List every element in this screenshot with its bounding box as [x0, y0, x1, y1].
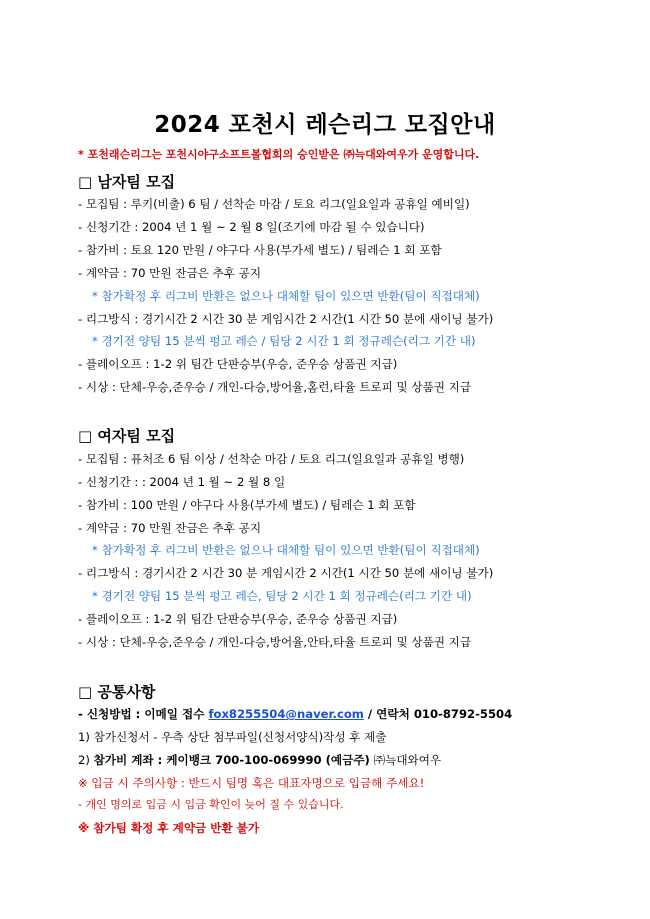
men-league-format: - 리그방식 : 경기시간 2 시간 30 분 게임시간 2 시간(1 시간 50 분에 새이닝 불가): [78, 312, 494, 326]
women-league-format: - 리그방식 : 경기시간 2 시간 30 분 게임시간 2 시간(1 시간 50 분에 새이닝 불가): [78, 566, 494, 580]
women-fee: - 참가비 : 100 만원 / 야구다 사용(부가세 별도) / 팀레슨 1 회 포함: [78, 498, 416, 512]
men-lesson-note: * 경기전 양팀 15 분씩 펑고 레슨 / 팀당 2 시간 1 회 정규레슨(리그 기간 내): [92, 334, 476, 348]
men-awards: - 시상 : 단체-우승,준우승 / 개인-다승,방어율,홈런,타율 트로피 및 상품권 지급: [78, 380, 472, 394]
no-refund-warning: ※ 참가팀 확정 후 계약금 반환 불가: [78, 821, 260, 835]
common-section-heading: □ 공통사항: [78, 683, 156, 701]
women-playoff: - 플레이오프 : 1-2 위 팀간 단판승부(우승, 준우승 상품권 지급): [78, 612, 398, 626]
men-section-heading: □ 남자팀 모집: [78, 173, 176, 191]
apply-method-label: - 신청방법 : 이메일 접수: [78, 707, 209, 721]
men-period: - 신청기간 : 2004 년 1 월 ~ 2 월 8 일(조기에 마감 될 수 있습니다): [78, 220, 425, 234]
men-refund-note: * 참가확정 후 리그비 반환은 없으나 대체할 팀이 있으면 반환(팀이 직접대체): [92, 289, 480, 303]
apply-step-1: 1) 참가신청서 - 우측 상단 첨부파일(신청서양식)작성 후 제출: [78, 730, 387, 744]
apply-method: [78, 707, 512, 721]
men-deposit: - 계약금 : 70 만원 잔금은 추후 공지: [78, 266, 262, 280]
women-section-heading: □ 여자팀 모집: [78, 427, 176, 445]
women-deposit: - 계약금 : 70 만원 잔금은 추후 공지: [78, 521, 262, 535]
men-teams: - 모집팀 : 루키(비출) 6 팀 / 선착순 마감 / 토요 리그(일요일과 공휴일 예비일): [78, 197, 470, 211]
step-2-number: 2): [78, 753, 94, 767]
account-holder: ㈜늑대와여우: [369, 753, 442, 767]
operator-notice: * 포천래슨리그는 포천시야구소프트볼협회의 승인받은 ㈜늑대와여우가 운영합니다.: [78, 148, 480, 161]
women-lesson-note: * 경기전 양팀 15 분씩 펑고 레슨, 팀당 2 시간 1 회 정규레슨(리그 기간 내): [92, 589, 472, 603]
deposit-warning: ※ 입금 시 주의사항 : 반드시 팀명 혹은 대표자명으로 입금해 주세요!: [78, 776, 425, 790]
email-link[interactable]: fox8255504@naver.com: [208, 707, 364, 721]
bank-account: 참가비 계좌 : 케이뱅크 700-100-069990 (예금주): [93, 753, 370, 767]
women-teams: - 모집팀 : 퓨처조 6 팀 이상 / 선착순 마감 / 토요 리그(일요일과 공휴일 병행): [78, 452, 465, 466]
apply-step-2: [78, 753, 441, 767]
men-fee: - 참가비 : 토요 120 만원 / 야구다 사용(부가세 별도) / 팀레슨 1 회 포함: [78, 243, 442, 257]
women-awards: - 시상 : 단체-우승,준우승 / 개인-다승,방어율,안타,타율 트로피 및 상품권 지급: [78, 635, 472, 649]
personal-deposit-warning: - 개인 명의로 입금 시 입금 확인이 늦어 질 수 있습니다.: [78, 798, 344, 811]
women-refund-note: * 참가확정 후 리그비 반환은 없으나 대체할 팀이 있으면 반환(팀이 직접대체): [92, 543, 480, 557]
page-title: 2024 포천시 레슨리그 모집안내: [154, 112, 496, 138]
contact-info: / 연락처 010-8792-5504: [363, 707, 513, 721]
women-period: - 신청기간 : : 2004 년 1 월 ~ 2 월 8 일: [78, 475, 286, 489]
men-playoff: - 플레이오프 : 1-2 위 팀간 단판승부(우승, 준우승 상품권 지급): [78, 357, 398, 371]
